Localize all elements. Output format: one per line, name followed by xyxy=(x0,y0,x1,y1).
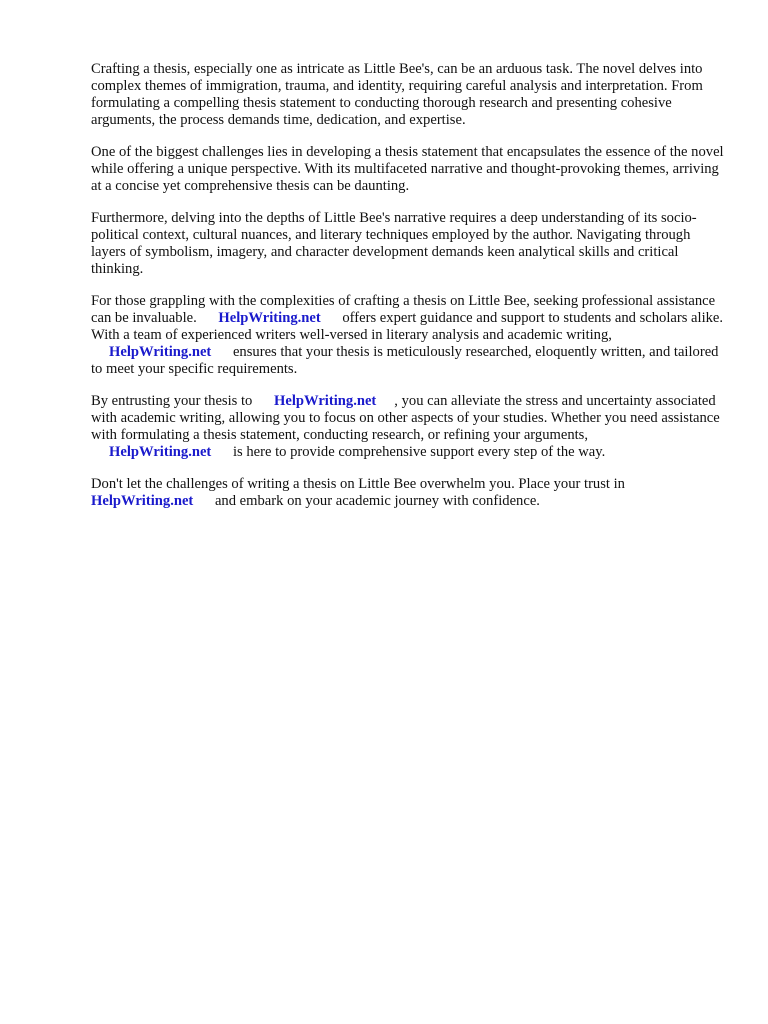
paragraph-text: is here to provide comprehensive support every step of the way. xyxy=(232,444,606,460)
helpwriting-link[interactable]: HelpWriting.net xyxy=(109,444,212,460)
paragraph-closing xyxy=(91,476,727,510)
paragraph-text: Don't let the challenges of writing a thesis on Little Bee overwhelm you. Place your trust in xyxy=(91,476,625,492)
paragraph-text: Furthermore, delving into the depths of Little Bee's narrative requires a deep understanding of its socio-political context, cultural nuances, and literary techniques employed by the author. Navigating through layers of symbolism, imagery, and character development demands keen analytical skills and critical thinking. xyxy=(91,210,697,277)
paragraph-text: By entrusting your thesis to xyxy=(91,393,253,409)
paragraph-text: ensures that your thesis is meticulously researched, eloquently written, and tailored to meet your specific requirements. xyxy=(91,344,719,377)
helpwriting-link[interactable]: HelpWriting.net xyxy=(91,493,194,509)
paragraph-intro xyxy=(91,61,727,129)
helpwriting-link[interactable]: HelpWriting.net xyxy=(109,344,212,360)
paragraph-text: offers expert guidance and support to students and scholars alike. With a team of experienced writers well-versed in literary analysis and academic writing, xyxy=(91,310,724,343)
paragraph-text: For those grappling with the complexities of crafting a thesis on Little Bee, seeking professional assistance can be invaluable. xyxy=(91,293,716,326)
helpwriting-link[interactable]: HelpWriting.net xyxy=(274,393,377,409)
document-body xyxy=(91,61,727,525)
paragraph-text: , you can alleviate the stress and uncertainty associated with academic writing, allowing you to focus on other aspects of your studies. Whether you need assistance with formulating a thesis statement, conducting research, or refining your arguments, xyxy=(91,393,720,443)
paragraph-assistance xyxy=(91,293,727,378)
paragraph-depths xyxy=(91,210,727,278)
paragraph-text: Crafting a thesis, especially one as intricate as Little Bee's, can be an arduous task. The novel delves into complex themes of immigration, trauma, and identity, requiring careful analysis and interpretation. From formulating a compelling thesis statement to conducting thorough research and presenting cohesive arguments, the process demands time, dedication, and expertise. xyxy=(91,61,703,128)
paragraph-text: One of the biggest challenges lies in developing a thesis statement that encapsulates the essence of the novel while offering a unique perspective. With its multifaceted narrative and thought-provoking themes, arriving at a concise yet comprehensive thesis can be daunting. xyxy=(91,144,724,194)
paragraph-entrusting xyxy=(91,393,727,461)
helpwriting-link[interactable]: HelpWriting.net xyxy=(218,310,321,326)
paragraph-challenges xyxy=(91,144,727,195)
paragraph-text: and embark on your academic journey with confidence. xyxy=(214,493,540,509)
